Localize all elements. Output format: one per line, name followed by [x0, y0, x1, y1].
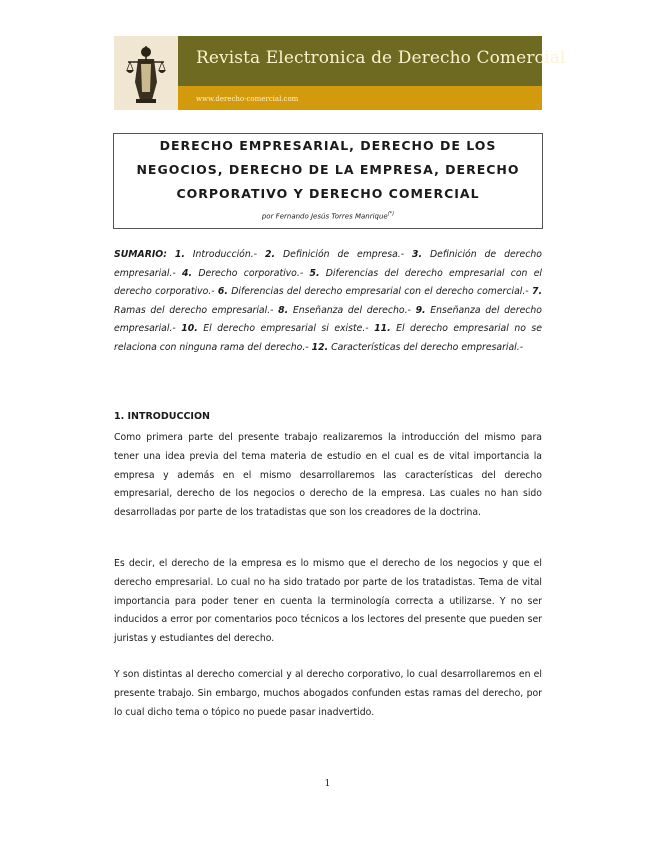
summary-item-text: Características del derecho empresarial.- — [331, 341, 524, 353]
paragraph-1: Como primera parte del presente trabajo realizaremos la introducción del mismo para tener una idea previa del tema materia de estudio en el cual es de vital importancia la empresa y además en el mismo desarrollaremos las características del derecho empresarial, derecho de los negocios o derecho de la empresa. Las cuales no han sido desarrolladas por parte de los tratadistas que son los creadores de la doctrina. — [114, 432, 542, 519]
summary-items — [114, 249, 542, 353]
summary-item-text: Derecho corporativo.- — [198, 267, 304, 279]
page-number: 1 — [324, 779, 331, 789]
banner-url-bar — [178, 86, 542, 110]
summary-item-number: 1. — [174, 249, 185, 260]
summary-item-number: 4. — [182, 267, 193, 279]
journal-url: www.derecho-comercial.com — [196, 95, 299, 103]
article-title-line-1: DERECHO EMPRESARIAL, DERECHO DE LOS — [159, 138, 497, 153]
summary-item-number: 2. — [265, 249, 276, 260]
author-name: por Fernando Jesús Torres Manrique — [261, 212, 388, 221]
summary-item-text: El derecho empresarial no se relaciona con ninguna rama del derecho.- — [114, 323, 542, 353]
summary-item-text: El derecho empresarial si existe.- — [203, 323, 369, 335]
justice-figure-icon — [124, 42, 168, 104]
logo-box — [114, 36, 178, 110]
summary-item-number: 6. — [217, 286, 228, 298]
summary-item-number: 7. — [531, 286, 542, 298]
article-title-line-3: CORPORATIVO Y DERECHO COMERCIAL — [176, 186, 480, 201]
summary-item-number: 3. — [412, 249, 423, 260]
article-title-line-2: NEGOCIOS, DERECHO DE LA EMPRESA, DERECHO — [136, 162, 520, 177]
summary-item-text: Enseñanza del derecho.- — [292, 304, 411, 316]
summary-item-number: 10. — [181, 323, 198, 335]
paragraph-2: Es decir, el derecho de la empresa es lo mismo que el derecho de los negocios y que el derecho empresarial. Lo cual no ha sido tratado por parte de los tratadistas. Tema de vital importancia para poder tener en cuenta la terminología correcta a utilizarse. Y no ser inducidos a error por comentarios poco técnicos a los lectores del presente que pueden ser juristas y estudiantes del derecho. — [114, 558, 542, 645]
author-footnote-mark: (*) — [387, 211, 395, 217]
author-line — [114, 211, 542, 220]
summary-item-text: Enseñanza del derecho empresarial.- — [114, 304, 542, 335]
summary-item-number: 11. — [374, 323, 391, 335]
summary-item-text: Definición de derecho empresarial.- — [114, 249, 542, 279]
summary-item-text: Definición de empresa.- — [282, 249, 405, 260]
summary-item-text: Introducción.- — [192, 249, 258, 260]
summary-item-text: Diferencias del derecho empresarial con el derecho corporativo.- — [114, 267, 542, 298]
summary — [114, 246, 542, 358]
summary-item-number: 9. — [415, 304, 426, 316]
banner-title-bar — [178, 36, 566, 86]
summary-item-text: Ramas del derecho empresarial.- — [114, 304, 274, 316]
journal-title: Revista Electronica de Derecho Comercial — [196, 48, 566, 68]
article-title-box — [113, 133, 543, 229]
summary-item-text: Diferencias del derecho empresarial con el derecho comercial.- — [231, 286, 529, 298]
summary-item-number: 12. — [311, 341, 329, 353]
summary-item-number: 8. — [278, 304, 289, 316]
summary-item-number: 5. — [309, 267, 320, 279]
section-heading: 1. INTRODUCCION — [114, 411, 210, 422]
paragraph-3: Y son distintas al derecho comercial y al derecho corporativo, lo cual desarrollaremos en el presente trabajo. Sin embargo, muchos abogados confunden estas ramas del derecho, por lo cual dicho tema o tópico no puede pasar inadvertido. — [114, 669, 542, 718]
summary-label: SUMARIO: — [114, 249, 167, 260]
